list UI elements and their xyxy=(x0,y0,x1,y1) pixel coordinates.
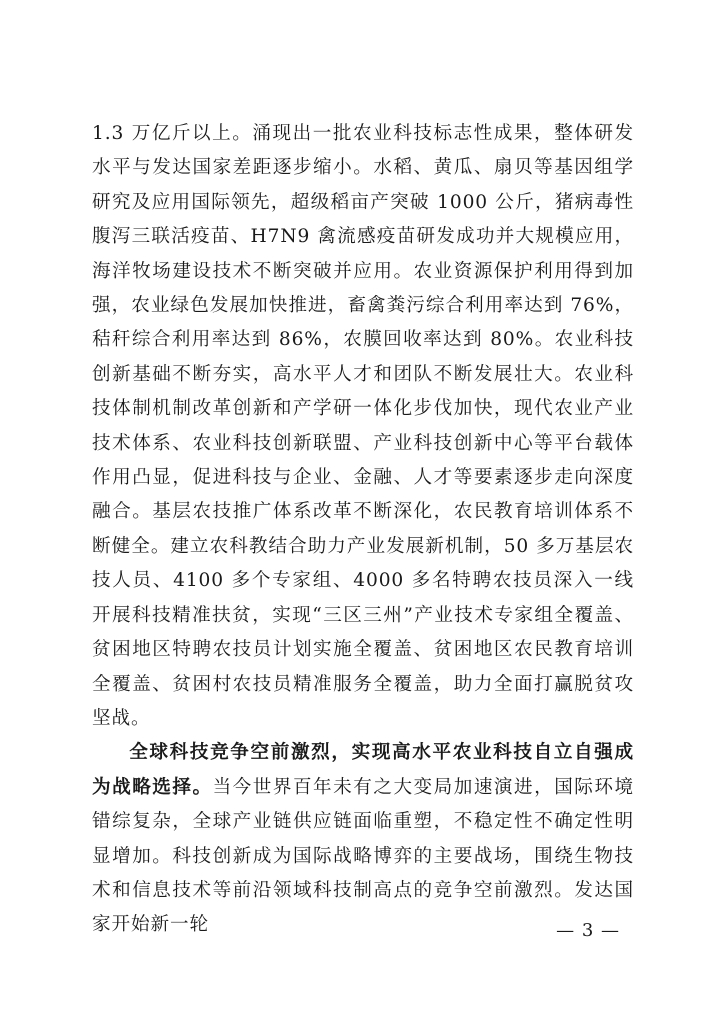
paragraph-agri-achievements xyxy=(92,117,634,736)
paragraph-heading: 全球科技竞争空前激烈，实现高水平农业科技自立自强成为战略选择。 xyxy=(92,742,634,798)
paragraph-global-competition xyxy=(92,736,634,942)
paragraph-text: 当今世界百年未有之大变局加速演进，国际环境错综复杂，全球产业链供应链面临重塑，不稳定性不确定性明显增加。科技创新成为国际战略博弈的主要战场，围绕生物技术和信息技术等前沿领域科技制高点的竞争空前激烈。发达国家开始新一轮 xyxy=(92,776,634,936)
document-page xyxy=(92,117,634,943)
page-number: — 3 — xyxy=(556,920,620,941)
paragraph-text: 1.3 万亿斤以上。涌现出一批农业科技标志性成果，整体研发水平与发达国家差距逐步缩小。水稻、黄瓜、扇贝等基因组学研究及应用国际领先，超级稻亩产突破 1000 公斤，猪病毒性腹泻三联活疫苗、H7N9 禽流感疫苗研发成功并大规模应用，海洋牧场建设技术不断突破并应用。农业资源保护利用得到加强，农业绿色发展加快推进，畜禽粪污综合利用率达到 76%，秸秆综合利用率达到 86%，农膜回收率达到 80%。农业科技创新基础不断夯实，高水平人才和团队不断发展壮大。农业科技体制机制改革创新和产学研一体化步伐加快，现代农业产业技术体系、农业科技创新联盟、产业科技创新中心等平台载体作用凸显，促进科技与企业、金融、人才等要素逐步走向深度融合。基层农技推广体系改革不断深化，农民教育培训体系不断健全。建立农科教结合助力产业发展新机制，50 多万基层农技人员、4100 多个专家组、4000 多名特聘农技员深入一线开展科技精准扶贫，实现“三区三州”产业技术专家组全覆盖、贫困地区特聘农技员计划实施全覆盖、贫困地区农民教育培训全覆盖、贫困村农技员精准服务全覆盖，助力全面打赢脱贫攻坚战。 xyxy=(92,123,634,729)
